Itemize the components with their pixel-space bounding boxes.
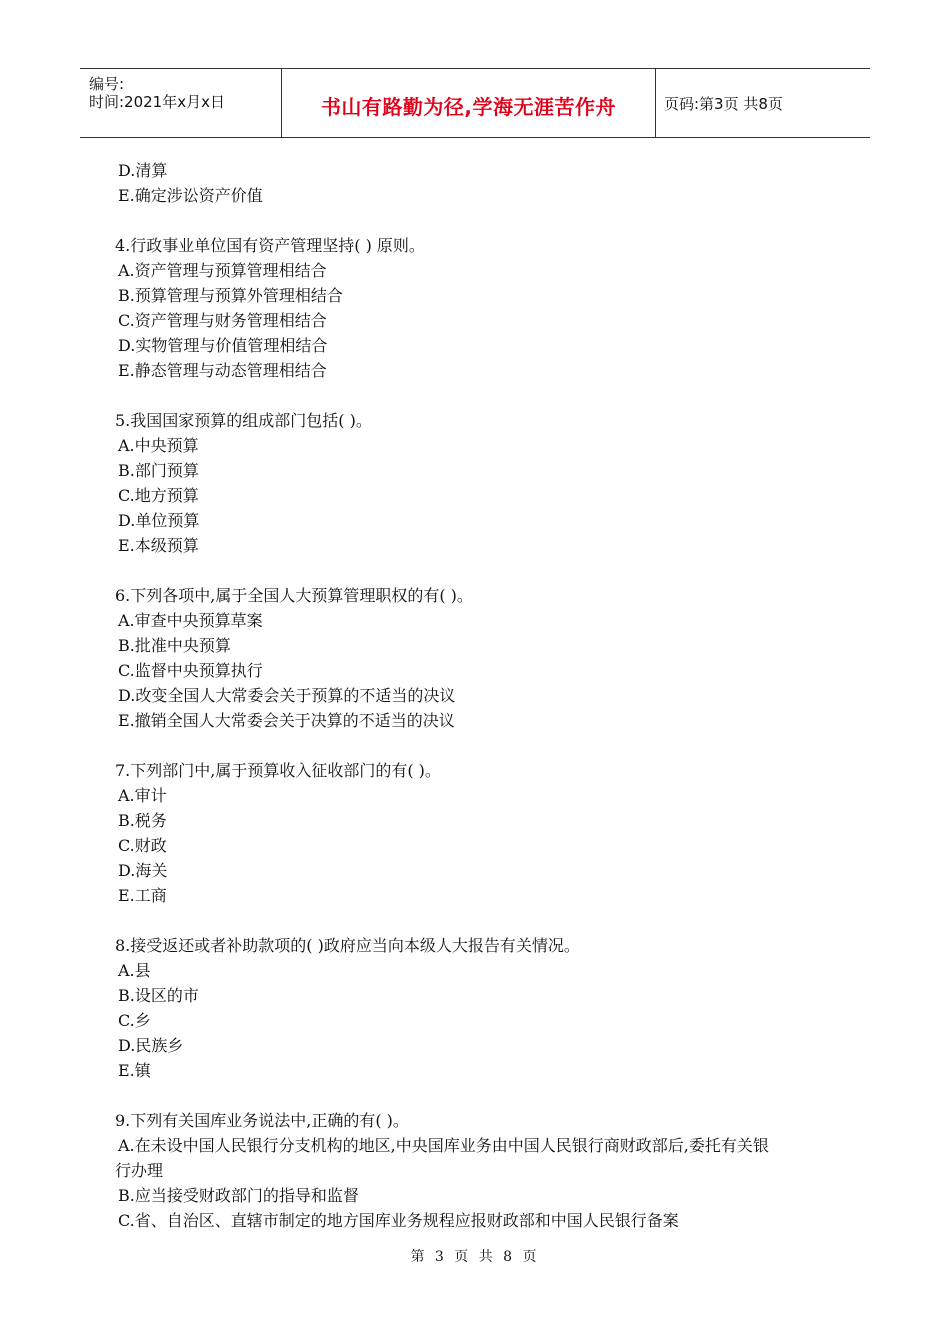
header-motto: 书山有路勤为径,学海无涯苦作舟 bbox=[320, 94, 617, 119]
header-page-info: 页码:第3页 共8页 bbox=[664, 94, 783, 113]
question-5 bbox=[117, 408, 837, 558]
question-6 bbox=[117, 583, 837, 733]
option-d: D.单位预算 bbox=[118, 511, 200, 530]
option-a: A.在未设中国人民银行分支机构的地区,中央国库业务由中国人民银行商财政部后,委托有关银 bbox=[118, 1136, 769, 1155]
option-c: C.省、自治区、直辖市制定的地方国库业务规程应报财政部和中国人民银行备案 bbox=[118, 1211, 679, 1230]
option-c: C.乡 bbox=[118, 1011, 151, 1030]
option-e: E.工商 bbox=[118, 886, 167, 905]
option-e: E.本级预算 bbox=[118, 536, 199, 555]
document-body bbox=[117, 158, 837, 1233]
option-b: B.应当接受财政部门的指导和监督 bbox=[118, 1186, 359, 1205]
option-a: A.中央预算 bbox=[118, 436, 199, 455]
option-e: E.静态管理与动态管理相结合 bbox=[118, 361, 327, 380]
option-c: C.财政 bbox=[118, 836, 167, 855]
option-b: B.设区的市 bbox=[118, 986, 199, 1005]
page-footer: 第 3 页 共 8 页 bbox=[410, 1249, 540, 1265]
document-time-label: 时间:2021年x月x日 bbox=[89, 93, 225, 111]
question-9 bbox=[117, 1108, 837, 1233]
option-e: E.镇 bbox=[118, 1061, 151, 1080]
question-8 bbox=[117, 933, 837, 1083]
option-b: B.批准中央预算 bbox=[118, 636, 231, 655]
question-stem: 9.下列有关国库业务说法中,正确的有( )。 bbox=[115, 1111, 409, 1130]
question-4 bbox=[117, 233, 837, 383]
option-b: B.税务 bbox=[118, 811, 167, 830]
option-d: D.清算 bbox=[118, 161, 168, 180]
option-a-continued: 行办理 bbox=[115, 1161, 164, 1180]
header-motto-cell bbox=[281, 69, 656, 137]
option-d: D.海关 bbox=[118, 861, 168, 880]
header-meta bbox=[80, 69, 280, 137]
option-e: E.撤销全国人大常委会关于决算的不适当的决议 bbox=[118, 711, 455, 730]
option-a: A.审计 bbox=[118, 786, 167, 805]
option-c: C.资产管理与财务管理相结合 bbox=[118, 311, 327, 330]
page-header bbox=[80, 68, 870, 138]
question-stem: 6.下列各项中,属于全国人大预算管理职权的有( )。 bbox=[115, 586, 473, 605]
question-7 bbox=[117, 758, 837, 908]
document-number-label: 编号: bbox=[89, 75, 125, 93]
question-stem: 4.行政事业单位国有资产管理坚持( ) 原则。 bbox=[115, 236, 425, 255]
option-b: B.预算管理与预算外管理相结合 bbox=[118, 286, 343, 305]
option-a: A.县 bbox=[118, 961, 151, 980]
option-c: C.地方预算 bbox=[118, 486, 199, 505]
question-stem: 7.下列部门中,属于预算收入征收部门的有( )。 bbox=[115, 761, 441, 780]
option-e: E.确定涉讼资产价值 bbox=[118, 186, 263, 205]
option-d: D.民族乡 bbox=[118, 1036, 184, 1055]
option-c: C.监督中央预算执行 bbox=[118, 661, 263, 680]
question-stem: 5.我国国家预算的组成部门包括( )。 bbox=[115, 411, 372, 430]
option-b: B.部门预算 bbox=[118, 461, 199, 480]
option-a: A.审查中央预算草案 bbox=[118, 611, 263, 630]
option-d: D.改变全国人大常委会关于预算的不适当的决议 bbox=[118, 686, 456, 705]
header-page-info-cell bbox=[664, 69, 870, 137]
question-stem: 8.接受返还或者补助款项的( )政府应当向本级人大报告有关情况。 bbox=[115, 936, 580, 955]
option-a: A.资产管理与预算管理相结合 bbox=[118, 261, 327, 280]
option-d: D.实物管理与价值管理相结合 bbox=[118, 336, 328, 355]
